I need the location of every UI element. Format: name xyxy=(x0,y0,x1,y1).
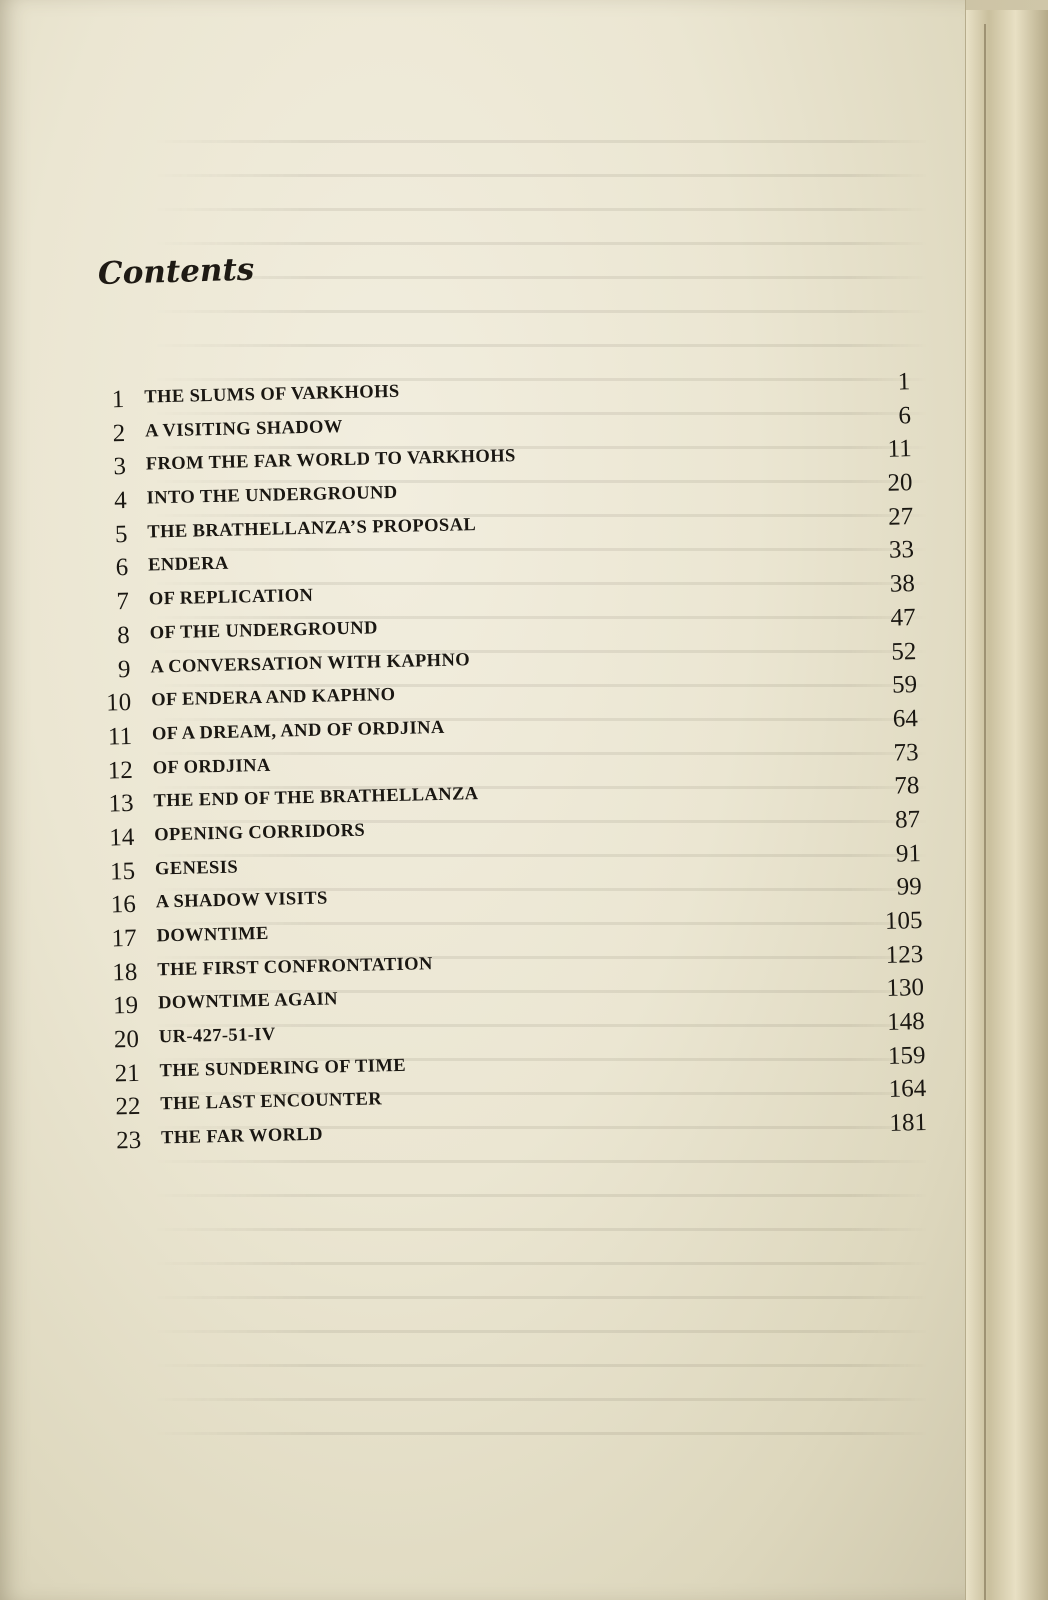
chapter-number: 20 xyxy=(113,1025,140,1054)
chapter-title: FROM THE FAR WORLD TO VARKHOHS xyxy=(145,446,516,475)
chapter-title: OF THE UNDERGROUND xyxy=(149,618,379,644)
chapter-title: THE END OF THE BRATHELLANZA xyxy=(153,784,479,812)
chapter-number: 13 xyxy=(108,790,134,818)
chapter-page-number: 181 xyxy=(889,1109,928,1137)
chapter-page-number: 11 xyxy=(887,435,913,464)
chapter-title: UR-427-51-IV xyxy=(158,1024,276,1048)
chapter-number: 12 xyxy=(107,756,134,785)
table-of-contents xyxy=(80,364,927,1157)
chapter-page-number: 87 xyxy=(894,805,921,834)
page-title: Contents xyxy=(97,251,255,292)
chapter-title: OF REPLICATION xyxy=(148,585,314,610)
chapter-page-number: 59 xyxy=(891,671,918,699)
chapter-title: INTO THE UNDERGROUND xyxy=(146,482,398,509)
chapter-title: OF ORDJINA xyxy=(152,755,271,779)
chapter-number: 4 xyxy=(113,487,127,515)
chapter-page-number: 105 xyxy=(884,907,923,935)
chapter-page-number: 73 xyxy=(893,738,919,767)
chapter-title: OF A DREAM, AND OF ORDJINA xyxy=(151,717,445,745)
chapter-page-number: 64 xyxy=(892,704,919,733)
chapter-number: 3 xyxy=(113,453,127,481)
chapter-page-number: 52 xyxy=(890,637,917,666)
chapter-number: 23 xyxy=(115,1126,142,1155)
chapter-page-number: 20 xyxy=(887,469,913,497)
chapter-page-number: 47 xyxy=(890,603,916,632)
page-edge-line xyxy=(984,24,986,1600)
chapter-number: 15 xyxy=(109,857,136,886)
chapter-title: DOWNTIME AGAIN xyxy=(157,989,339,1014)
chapter-number: 6 xyxy=(115,554,129,582)
chapter-page-number: 99 xyxy=(896,873,922,901)
chapter-number: 22 xyxy=(115,1093,141,1121)
chapter-number: 5 xyxy=(114,520,128,548)
chapter-title: OPENING CORRIDORS xyxy=(154,820,366,846)
chapter-title: THE FIRST CONFRONTATION xyxy=(157,953,433,981)
chapter-title: A SHADOW VISITS xyxy=(155,888,328,913)
chapter-title: A VISITING SHADOW xyxy=(144,416,343,442)
chapter-title: OF ENDERA AND KAPHNO xyxy=(150,685,396,711)
chapter-title: DOWNTIME xyxy=(156,923,269,947)
chapter-page-number: 1 xyxy=(897,368,911,396)
chapter-page-number: 33 xyxy=(888,536,915,565)
chapter-number: 10 xyxy=(105,689,132,717)
chapter-page-number: 38 xyxy=(889,570,916,598)
chapter-number: 17 xyxy=(111,924,137,953)
chapter-page-number: 91 xyxy=(895,839,922,868)
chapter-page-number: 164 xyxy=(888,1075,927,1104)
chapter-page-number: 27 xyxy=(887,502,914,531)
chapter-title: THE BRATHELLANZA’S PROPOSAL xyxy=(147,514,477,543)
chapter-title: GENESIS xyxy=(154,857,239,880)
chapter-title: THE LAST ENCOUNTER xyxy=(160,1089,383,1115)
chapter-number: 1 xyxy=(111,386,125,414)
chapter-page-number: 78 xyxy=(894,772,920,800)
chapter-title: ENDERA xyxy=(147,554,229,576)
chapter-page-number: 130 xyxy=(886,974,925,1003)
chapter-number: 2 xyxy=(112,419,126,447)
chapter-title: A CONVERSATION WITH KAPHNO xyxy=(150,649,471,677)
chapter-number: 7 xyxy=(116,588,130,616)
chapter-number: 21 xyxy=(114,1059,140,1088)
chapter-page-number: 148 xyxy=(886,1008,926,1036)
chapter-number: 16 xyxy=(110,891,137,919)
chapter-title: THE SUNDERING OF TIME xyxy=(159,1055,407,1082)
chapter-number: 19 xyxy=(112,992,139,1020)
chapter-number: 18 xyxy=(112,958,138,987)
chapter-page-number: 6 xyxy=(898,401,912,430)
chapter-title: THE SLUMS OF VARKHOHS xyxy=(144,381,400,408)
chapter-title: THE FAR WORLD xyxy=(160,1124,324,1149)
chapter-page-number: 123 xyxy=(885,940,924,969)
chapter-number: 14 xyxy=(109,823,135,852)
chapter-number: 9 xyxy=(117,655,131,683)
chapter-page-number: 159 xyxy=(887,1041,926,1070)
chapter-number: 11 xyxy=(107,722,133,751)
chapter-number: 8 xyxy=(116,621,131,650)
